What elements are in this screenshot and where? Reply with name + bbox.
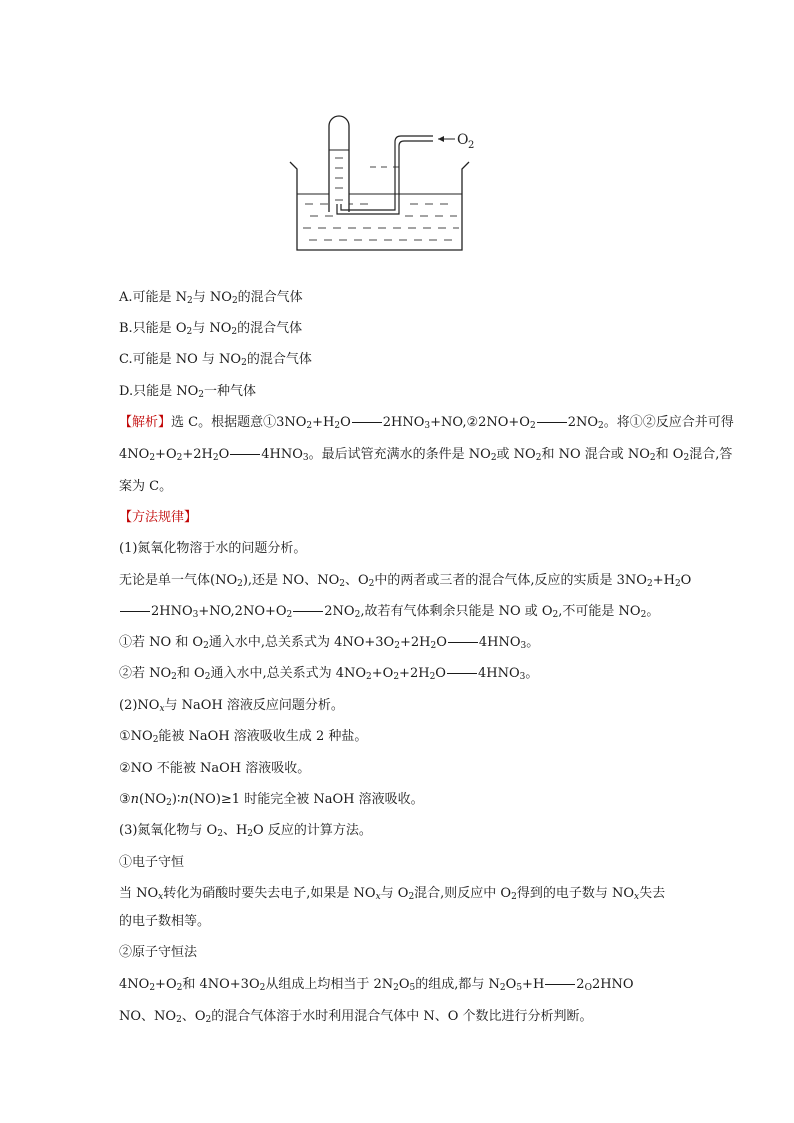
option-c: C.可能是 NO 与 $NO_2$的混合气体 — [119, 352, 312, 368]
method-p3-line-2: 的电子数相等。 — [119, 914, 211, 929]
method-p2-line-1: $①NO_2$能被 NaOH 溶液吸收生成 2 种盐。 — [119, 729, 368, 745]
option-a: A.可能是 $N_2$与 $NO_2$的混合气体 — [119, 290, 303, 306]
method-p3-title: (3)氮氧化物与 $O_2$、$H_2O$ 反应的计算方法。 — [119, 823, 372, 839]
delivery-tube — [341, 136, 433, 210]
analysis-line-3: 案为 C。 — [119, 479, 173, 494]
method-p3-subtitle-2: ②原子守恒法 — [119, 945, 198, 960]
method-p3-subtitle-1: ①电子守恒 — [119, 855, 185, 870]
o2-label: O — [457, 132, 469, 148]
method-p1-line-1: 无论是单一气体$(NO_2)$,还是 NO、$NO_2$、$O_2$中的两者或三者的混合气体,反应的实质是 $3NO_2+H_2O$ — [119, 573, 692, 589]
method-p1-title: (1)氮氧化物溶于水的问题分析。 — [119, 541, 307, 556]
method-heading: 【方法规律】 — [119, 510, 198, 525]
method-p2-title: $(2)NO_x$与 NaOH 溶液反应问题分析。 — [119, 698, 344, 714]
beaker-outline — [290, 162, 469, 250]
option-b: B.只能是 $O_2$与 $NO_2$的混合气体 — [119, 321, 303, 337]
method-p1-line-2: $2HNO_3+NO,2NO+O_2$ $2NO_2$,故若有气体剩余只能是 NO 或 $O_2$,不可能是 $NO_2$。 — [119, 603, 659, 621]
method-p3-line-4: NO、$NO_2$、$O_2$的混合气体溶于水时利用混合气体中 N、O 个数比进行分析判断。 — [119, 1009, 593, 1025]
analysis-line-2: $4NO_2+O_2+2H_2O$ $4HNO_3$。最后试管充满水的条件是 $NO_2$或 $NO_2$和 NO 混合或 $NO_2$和 $O_2$混合,答 — [119, 447, 733, 463]
option-d: D.只能是 $NO_2$一种气体 — [119, 384, 257, 400]
method-p1-line-4: ②若 $NO_2$和 $O_2$通入水中,总关系式为 $4NO_2+O_2+2H_2O$ $4HNO_3$。 — [119, 666, 539, 682]
method-p1-line-3: ①若 NO 和 $O_2$通入水中,总关系式为 $4NO+3O_2+2H_2O$ $4HNO_3$。 — [119, 635, 540, 651]
analysis-heading: 【解析】 — [119, 415, 172, 430]
o2-subscript: 2 — [468, 140, 475, 151]
method-p3-line-3: $4NO_2+O_2$和 $4NO+3O_2$从组成上均相当于 $2N_2O_5$的组成,都与 $N_2O_5+H$ $2_O2HNO$ — [119, 977, 634, 993]
analysis-line-1: 【解析】选 C。根据题意$①3NO_2+H_2O$ $2HNO_3+NO,②2NO+O_2$ $2NO_2$。将①②反应合并可得 — [119, 415, 734, 431]
water-dashes — [303, 167, 459, 240]
method-p2-line-3: $③n(NO_2)∶n(NO)\ge 1$ 时能完全被 NaOH 溶液吸收。 — [119, 792, 424, 808]
method-p3-line-1: 当 $NO_x$转化为硝酸时要失去电子,如果是 $NO_x$与 $O_2$混合,则反应中 $O_2$得到的电子数与 $NO_x$失去 — [119, 886, 666, 902]
test-tube — [329, 116, 349, 212]
method-p2-line-2: ②NO 不能被 NaOH 溶液吸收。 — [119, 761, 311, 776]
apparatus-diagram — [285, 112, 485, 257]
